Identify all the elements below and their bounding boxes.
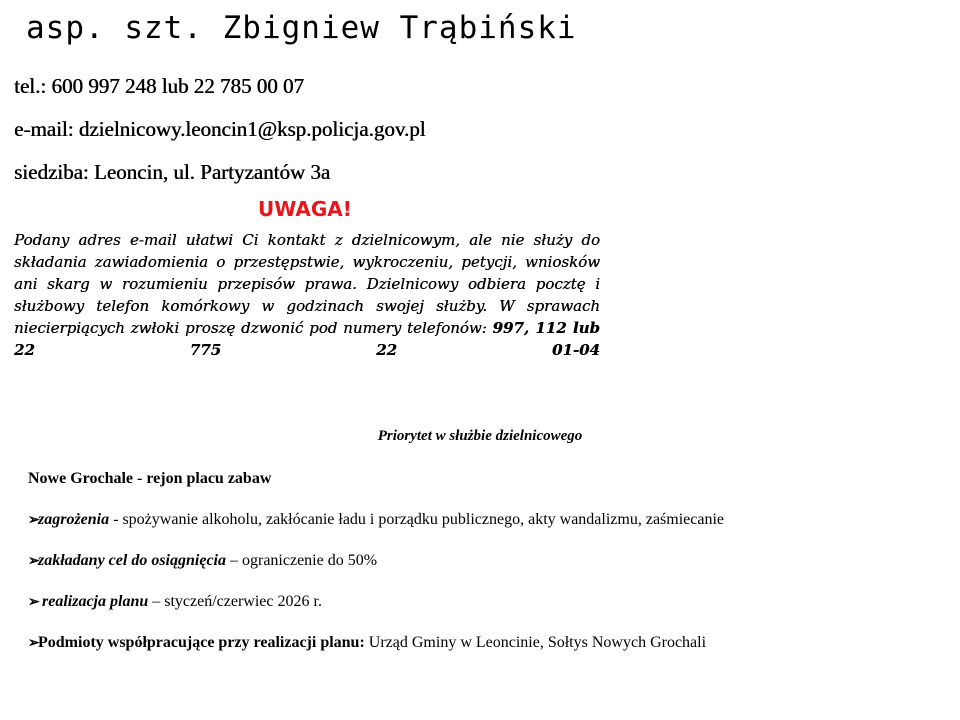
warning-title: UWAGA! <box>258 197 352 221</box>
email-line: e-mail: dzielnicowy.leoncin1@ksp.policja.gov.pl <box>14 117 426 141</box>
list-item-schedule <box>28 593 322 611</box>
list-item-text: – styczeń/czerwiec 2026 r. <box>148 593 322 610</box>
priority-title: Priorytet w służbie dzielnicowego <box>377 428 583 444</box>
list-item-text: Urząd Gminy w Leoncinie, Sołtys Nowych Grochali <box>364 634 707 651</box>
arrow-right-icon: ➢ <box>28 595 40 610</box>
priority-area: Nowe Grochale - rejon placu zabaw <box>28 470 272 487</box>
arrow-right-icon: ➢ <box>28 513 40 528</box>
list-item-label: Podmioty współpracujące przy realizacji planu: <box>38 634 365 651</box>
arrow-right-icon: ➢ <box>28 636 40 651</box>
warning-notice <box>14 229 600 361</box>
list-item-partners <box>28 634 706 652</box>
office-address-line: siedziba: Leoncin, ul. Partyzantów 3a <box>14 160 331 184</box>
list-item-goal <box>28 552 377 570</box>
list-item-threats <box>28 511 724 529</box>
list-item-text: – ograniczenie do 50% <box>225 552 378 569</box>
emergency-numbers: 997, 112 lub 22 775 22 01-04 <box>14 319 600 359</box>
warning-notice-body: Podany adres e-mail ułatwi Ci kontakt z dzielnicowym, ale nie służy do składania zawiadomienia o przestępstwie, wykroczeniu, petycji, wniosków ani skarg w rozumieniu przepisów prawa. Dzielnicowy odbiera pocztę i służbowy telefon komórkowy w godzinach swojej służby. W sprawach niecierpiących zwłoki proszę dzwonić pod numery telefonów: <box>14 231 600 337</box>
officer-name: asp. szt. Zbigniew Trąbiński <box>26 10 577 46</box>
list-item-label: zakładany cel do osiągnięcia <box>38 552 226 569</box>
list-item-text: - spożywanie alkoholu, zakłócanie ładu i porządku publicznego, akty wandalizmu, zaśmiecanie <box>109 511 725 528</box>
phone-line: tel.: 600 997 248 lub 22 785 00 07 <box>14 74 304 98</box>
list-item-label: realizacja planu <box>38 593 149 610</box>
arrow-right-icon: ➢ <box>28 554 40 569</box>
list-item-label: zagrożenia <box>38 511 110 528</box>
